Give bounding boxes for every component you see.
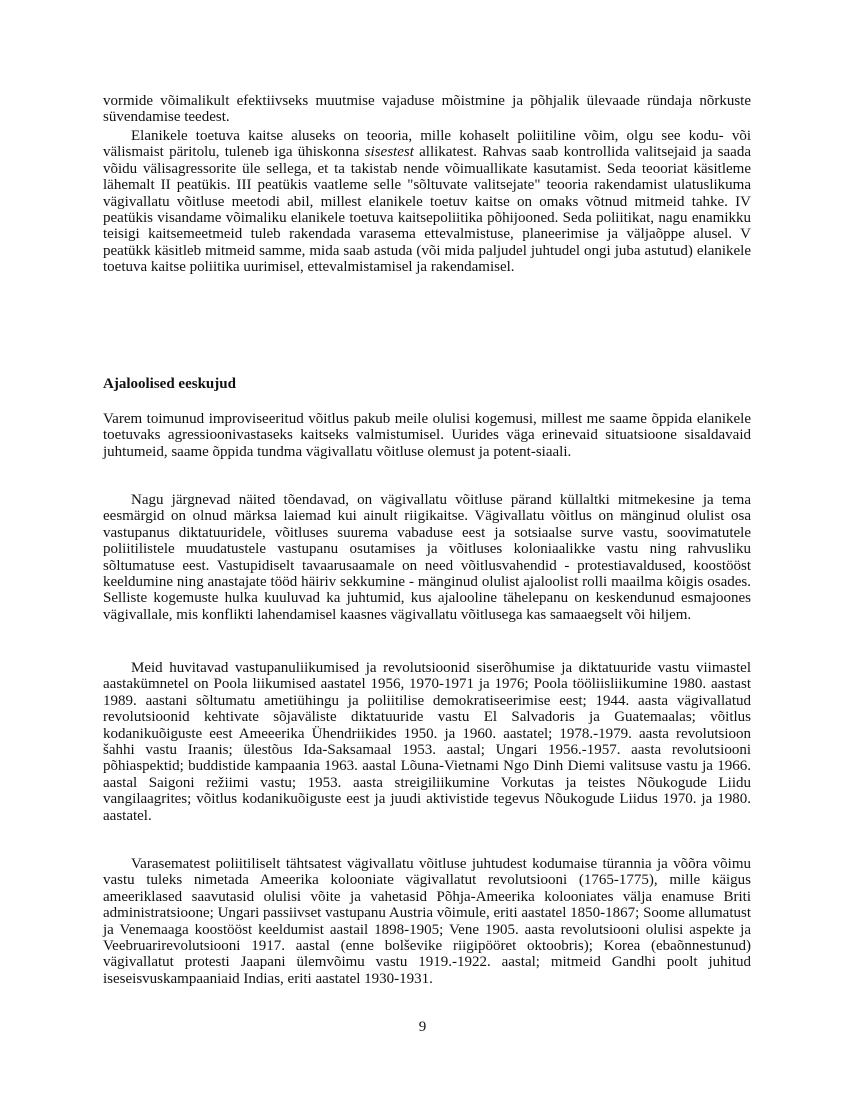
paragraph-theory	[103, 128, 751, 276]
paragraph-theory-text-start: Elanikele toetuva kaitse aluseks on teooria, mille kohaselt poliitiline võim, olgu see kodu- või välismaist päritolu, tuleneb iga ühiskonna	[103, 128, 751, 161]
section-heading: Ajaloolised eeskujud	[103, 376, 236, 392]
paragraph-theory-text-end: allikatest. Rahvas saab kontrollida valitsejaid ja saada võidu välisagressorite üle sellega, et ta takistab nende võimuallikate kasutamist. Seda teooriat käsitleme lähemalt II peatükis. III peatükis vaatleme selle "sõltuvate valitsejate" teooria rakendamist ulatuslikuma vägivallatu võitluse meetodi abil, millest elanikele toetuv kaitse on omaks võtnud mitmeid tahke. IV peatükis visandame võimaliku elanikele toetuva kaitsepoliitika põhijooned. Seda poliitikat, nagu enamikku teisigi kaitsemeetmeid tuleb rakendada varasema ettevalmistuse, planeerimise ja väljaõppe alusel. V peatükk käsitleb mitmeid samme, mida saab astuda (või mida paljudel juhtudel ongi juba astutud) elanikele toetuva kaitse poliitika uurimisel, ettevalmistamisel ja rakendamisel.	[103, 144, 751, 276]
paragraph-history-intro: Varem toimunud improviseeritud võitlus pakub meile olulisi kogemusi, millest me saame õppida elanikele toetuvaks agressioonivastaseks kaitseks valmistumisel. Uurides väga erinevaid situatsioone sisaldavaid juhtumeid, saame õppida tundma vägivallatu võitluse olemust ja potent-siaali.	[103, 411, 751, 460]
emphasized-word: sisestest	[364, 144, 414, 161]
page-number: 9	[418, 1019, 427, 1035]
paragraph-legacy: Nagu järgnevad näited tõendavad, on vägivallatu võitluse pärand küllaltki mitmekesine ja tema eesmärgid on olnud märksa laiemad kui ainult riigikaitse. Vägivallatu võitlus on mänginud olulist osa vastupanus diktatuuridele, võitluses suurema vabaduse eest ja sotsiaalse surve vastu, soovimatutele poliitilistele muudatustele vastupanu osutamises ja võitluses koloniaalikke vastu ning rahvusliku sõltumatuse eest. Vastupidiselt tavaarusaamale on need võitlusvahendid - protestiavaldused, koostööst keeldumine ning anastajate tööd häiriv sekkumine - mänginud olulist ajaloolist rolli maailma kõigis osades. Selliste kogemuste hulka kuuluvad ka juhtumid, kus ajalooline tähelepanu on keskendunud esmajoones vägivallale, mis konflikti lahendamisel kaasnes vägivallatu võitlusega kas samaaegselt või hiljem.	[103, 492, 751, 623]
paragraph-earlier-cases: Varasematest poliitiliselt tähtsatest vägivallatu võitluse juhtudest kodumaise türannia ja võõra võimu vastu tuleks nimetada Ameerika kolooniate vägivallatut revolutsiooni (1765-1775), mille käigus ameeriklased saavutasid olulisi võite ja vahetasid Põhja-Ameerika kolooniates välja enamuse Briti administratsioone; Ungari passiivset vastupanu Austria võimule, eriti aastatel 1850-1867; Soome allumatust ja Venemaaga koostööst keeldumist aastail 1898-1905; Vene 1905. aasta revolutsiooni olulisi aspekte ja Veebruarirevolutsiooni 1917. aastal (enne bolševike riigipööret oktoobris); Korea (ebaõnnestunud) vägivallatut protesti Jaapani ülemvõimu vastu 1919.-1922. aastal; mitmeid Gandhi poolt juhitud iseseisvuskampaaniaid Indias, eriti aastatel 1930-1931.	[103, 856, 751, 987]
paragraph-resistance-movements: Meid huvitavad vastupanuliikumised ja revolutsioonid siserõhumise ja diktatuuride vastu viimastel aastakümnetel on Poola liikumised aastatel 1956, 1970-1971 ja 1976; Poola tööliisliikumine 1980. aastast 1989. aastani sõltumatu ametiühingu ja poliitilise demokratiseerimise eest; 1944. aasta vägivallatud revolutsioonid kehtivate sõjaväliste diktatuuride vastu El Salvadoris ja Guatemaalas; võitlus kodanikuõiguste eest Ameeerika Ühendriikides 1950. ja 1960. aastatel; 1978.-1979. aasta revolutsioon šahhi vastu Iraanis; ülestõus Ida-Saksamaal 1953. aastal; Ungari 1956.-1957. aasta revolutsiooni põhiaspektid; buddistide kampaania 1963. aastal Lõuna-Vietnami Ngo Dinh Diemi valitsuse vastu ja 1966. aastal Saigoni režiimi vastu; 1953. aasta streigiliikumine Vorkutas ja teistes Nõukogude Liidu vangilaagrites; võitlus kodanikuõiguste eest ja juudi aktivistide tegevus Nõukogude Liidus 1970. ja 1980. aastatel.	[103, 660, 751, 824]
paragraph-continuation: vormide võimalikult efektiivseks muutmise vajaduse mõistmine ja põhjalik ülevaade ründaja nõrkuste süvendamise teedest.	[103, 93, 751, 126]
